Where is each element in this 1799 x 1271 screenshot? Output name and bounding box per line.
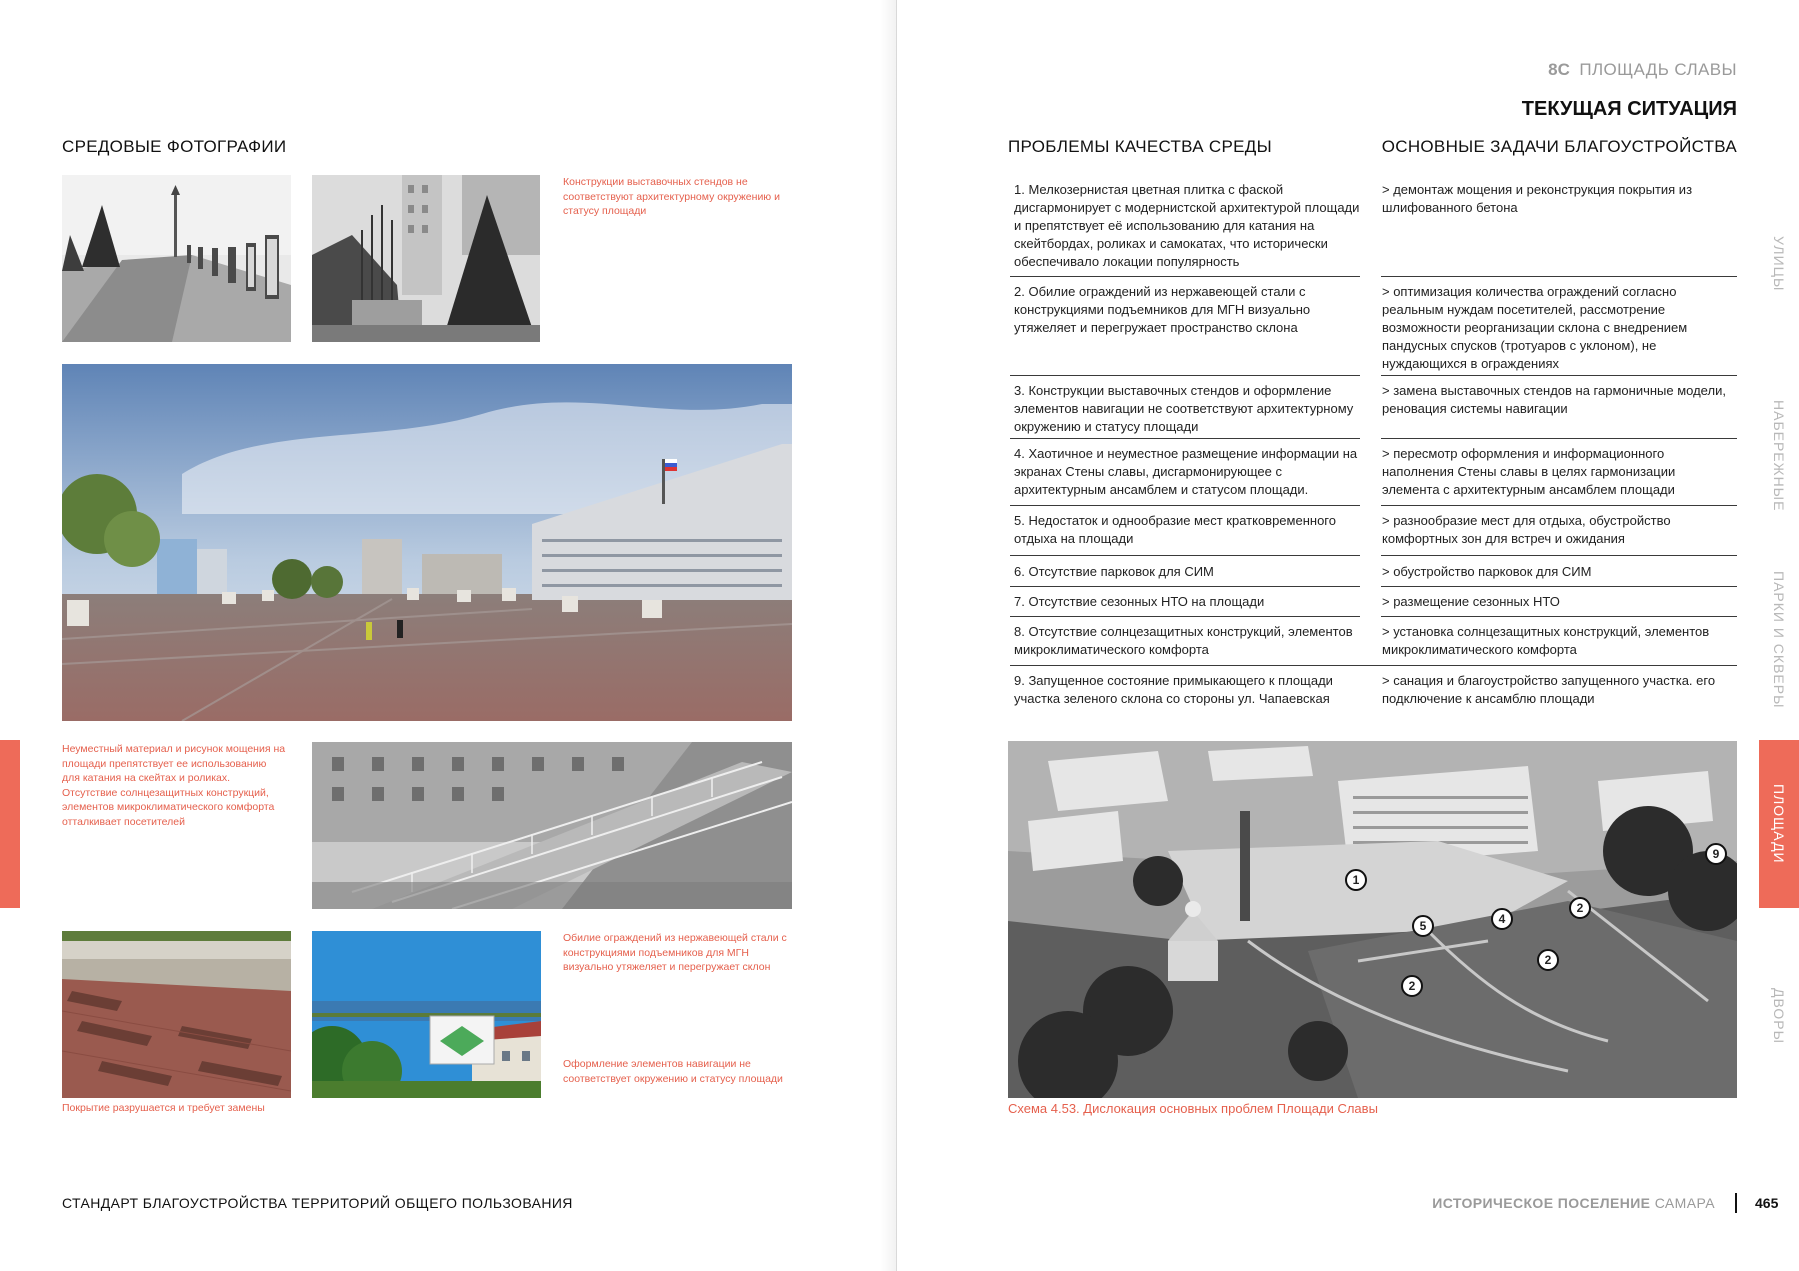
row-divider (1010, 375, 1360, 376)
map-marker: 9 (1705, 843, 1727, 865)
page-spine-shadow (880, 0, 896, 1271)
side-tab-streets[interactable] (1759, 180, 1799, 348)
row-divider (1010, 616, 1360, 617)
map-marker: 1 (1345, 869, 1367, 891)
aerial-problem-map (1008, 741, 1737, 1098)
map-marker: 2 (1569, 897, 1591, 919)
row-divider (1010, 555, 1360, 556)
caption-stands: Конструкции выставочных стендов не соответствуют архитектурному окружению и статусу площади (563, 176, 780, 217)
caption-fences: Обилие ограждений из нержавеющей стали с конструкциями подъемников для МГН визуально утяжеляет и перегружает склон (563, 932, 787, 973)
row-divider (1010, 505, 1360, 506)
problem-cell: 4. Хаотичное и неуместное размещение информации на экранах Стены славы, дисгармонирующее с архитектурным ансамблем и статусом площади. (1014, 446, 1358, 497)
footer-settlement-city: САМАРА (1654, 1195, 1715, 1211)
side-tab-parks[interactable] (1759, 556, 1799, 724)
task-cell: > демонтаж мощения и реконструкция покрытия из шлифованного бетона (1382, 182, 1693, 215)
page-title: ТЕКУЩАЯ СИТУАЦИЯ (1521, 98, 1737, 120)
row-divider (1381, 616, 1737, 617)
side-tab-label: ПАРКИ И СКВЕРЫ (1771, 571, 1787, 709)
caption-paving: Неуместный материал и рисунок мощения на площади препятствует ее использованию для катания на скейтах и роликах. Отсутствие солнцезащитных конструкций, элементов микроклиматического комфорта отталкивает посетителей (62, 743, 286, 828)
section-label (1548, 60, 1737, 80)
column-heading-problems: ПРОБЛЕМЫ КАЧЕСТВА СРЕДЫ (1008, 137, 1272, 156)
problem-cell: 1. Мелкозернистая цветная плитка с фаской дисгармонирует с модернистской архитектурой площади и препятствует её использованию для катания на скейтбордах, роликах и самокатах, что исторически обеспечивало локации популярность (1014, 182, 1360, 269)
side-tab-squares[interactable] (1759, 740, 1799, 908)
caption-navigation: Оформление элементов навигации не соответствует окружению и статусу площади (563, 1058, 783, 1085)
map-marker: 4 (1491, 908, 1513, 930)
footer-divider (1735, 1193, 1737, 1213)
section-code: 8С (1548, 60, 1570, 79)
task-cell: > замена выставочных стендов на гармоничные модели, реновация системы навигации (1382, 383, 1726, 416)
side-tab-label: ДВОРЫ (1771, 988, 1787, 1044)
row-divider (1010, 586, 1360, 587)
task-cell: > обустройство парковок для СИМ (1382, 564, 1592, 579)
row-divider (1381, 586, 1737, 587)
footer-standard-title: СТАНДАРТ БЛАГОУСТРОЙСТВА ТЕРРИТОРИЙ ОБЩЕГО ПОЛЬЗОВАНИЯ (62, 1195, 573, 1211)
photo-exhibition-stands (62, 175, 291, 342)
side-tab-label: ПЛОЩАДИ (1771, 784, 1787, 864)
row-divider (1381, 375, 1737, 376)
problem-cell: 2. Обилие ограждений из нержавеющей стали с конструкциями подъемников для МГН визуально утяжеляет и перегружает пространство склона (1014, 284, 1311, 335)
row-divider (1010, 438, 1360, 439)
map-marker: 2 (1537, 949, 1559, 971)
side-tab-yards[interactable] (1759, 932, 1799, 1100)
side-tab-label: УЛИЦЫ (1771, 236, 1787, 292)
row-divider (1010, 276, 1360, 277)
photo-navigation-sign (312, 931, 541, 1098)
side-tab-embankments[interactable] (1759, 372, 1799, 540)
left-page-accent-tab (0, 740, 20, 908)
photo-flags-trees (312, 175, 540, 342)
task-cell: > пересмотр оформления и информационного наполнения Стены славы в целях гармонизации элемента с архитектурным ансамблем площади (1382, 446, 1676, 497)
task-cell: > разнообразие мест для отдыха, обустройство комфортных зон для встреч и ожидания (1382, 513, 1671, 546)
problem-cell: 3. Конструкции выставочных стендов и оформление элементов навигации не соответствуют архитектурному окружению и статусу площади (1014, 383, 1354, 434)
section-name: ПЛОЩАДЬ СЛАВЫ (1579, 60, 1737, 79)
map-caption: Схема 4.53. Дислокация основных проблем Площади Славы (1008, 1101, 1378, 1116)
row-divider (1381, 555, 1737, 556)
photo-damaged-surface (62, 931, 291, 1098)
problem-cell: 9. Запущенное состояние примыкающего к площади участка зеленого склона со стороны ул. Чапаевская (1014, 673, 1333, 706)
problem-cell: 5. Недостаток и однообразие мест кратковременного отдыха на площади (1014, 513, 1336, 546)
row-divider (1381, 276, 1737, 277)
footer-settlement (1432, 1195, 1715, 1211)
photo-slope-railings (312, 742, 792, 909)
page-spine (896, 0, 897, 1271)
footer-settlement-bold: ИСТОРИЧЕСКОЕ ПОСЕЛЕНИЕ (1432, 1195, 1651, 1211)
problem-cell: 8. Отсутствие солнцезащитных конструкций, элементов микроклиматического комфорта (1014, 624, 1353, 657)
problem-cell: 6. Отсутствие парковок для СИМ (1014, 564, 1214, 579)
photo-main-square (62, 364, 792, 721)
map-marker: 5 (1412, 915, 1434, 937)
section-heading-photos: СРЕДОВЫЕ ФОТОГРАФИИ (62, 137, 287, 156)
row-divider (1010, 665, 1737, 666)
row-divider (1381, 505, 1737, 506)
page-number: 465 (1755, 1195, 1779, 1211)
task-cell: > санация и благоустройство запущенного участка. его подключение к ансамблю площади (1382, 673, 1716, 706)
row-divider (1381, 438, 1737, 439)
map-marker: 2 (1401, 975, 1423, 997)
side-tab-label: НАБЕРЕЖНЫЕ (1771, 400, 1787, 512)
caption-surface: Покрытие разрушается и требует замены (62, 1102, 265, 1114)
task-cell: > установка солнцезащитных конструкций, элементов микроклиматического комфорта (1382, 624, 1710, 657)
task-cell: > размещение сезонных НТО (1382, 594, 1560, 609)
task-cell: > оптимизация количества ограждений согласно реальным нуждам посетителей, рассмотрение возможности реорганизации склона с внедрением пандусных спусков (тротуаров с уклоном), не нуждающихся в ограждениях (1382, 284, 1688, 371)
column-heading-tasks: ОСНОВНЫЕ ЗАДАЧИ БЛАГОУСТРОЙСТВА (1381, 137, 1737, 156)
problem-cell: 7. Отсутствие сезонных НТО на площади (1014, 594, 1265, 609)
